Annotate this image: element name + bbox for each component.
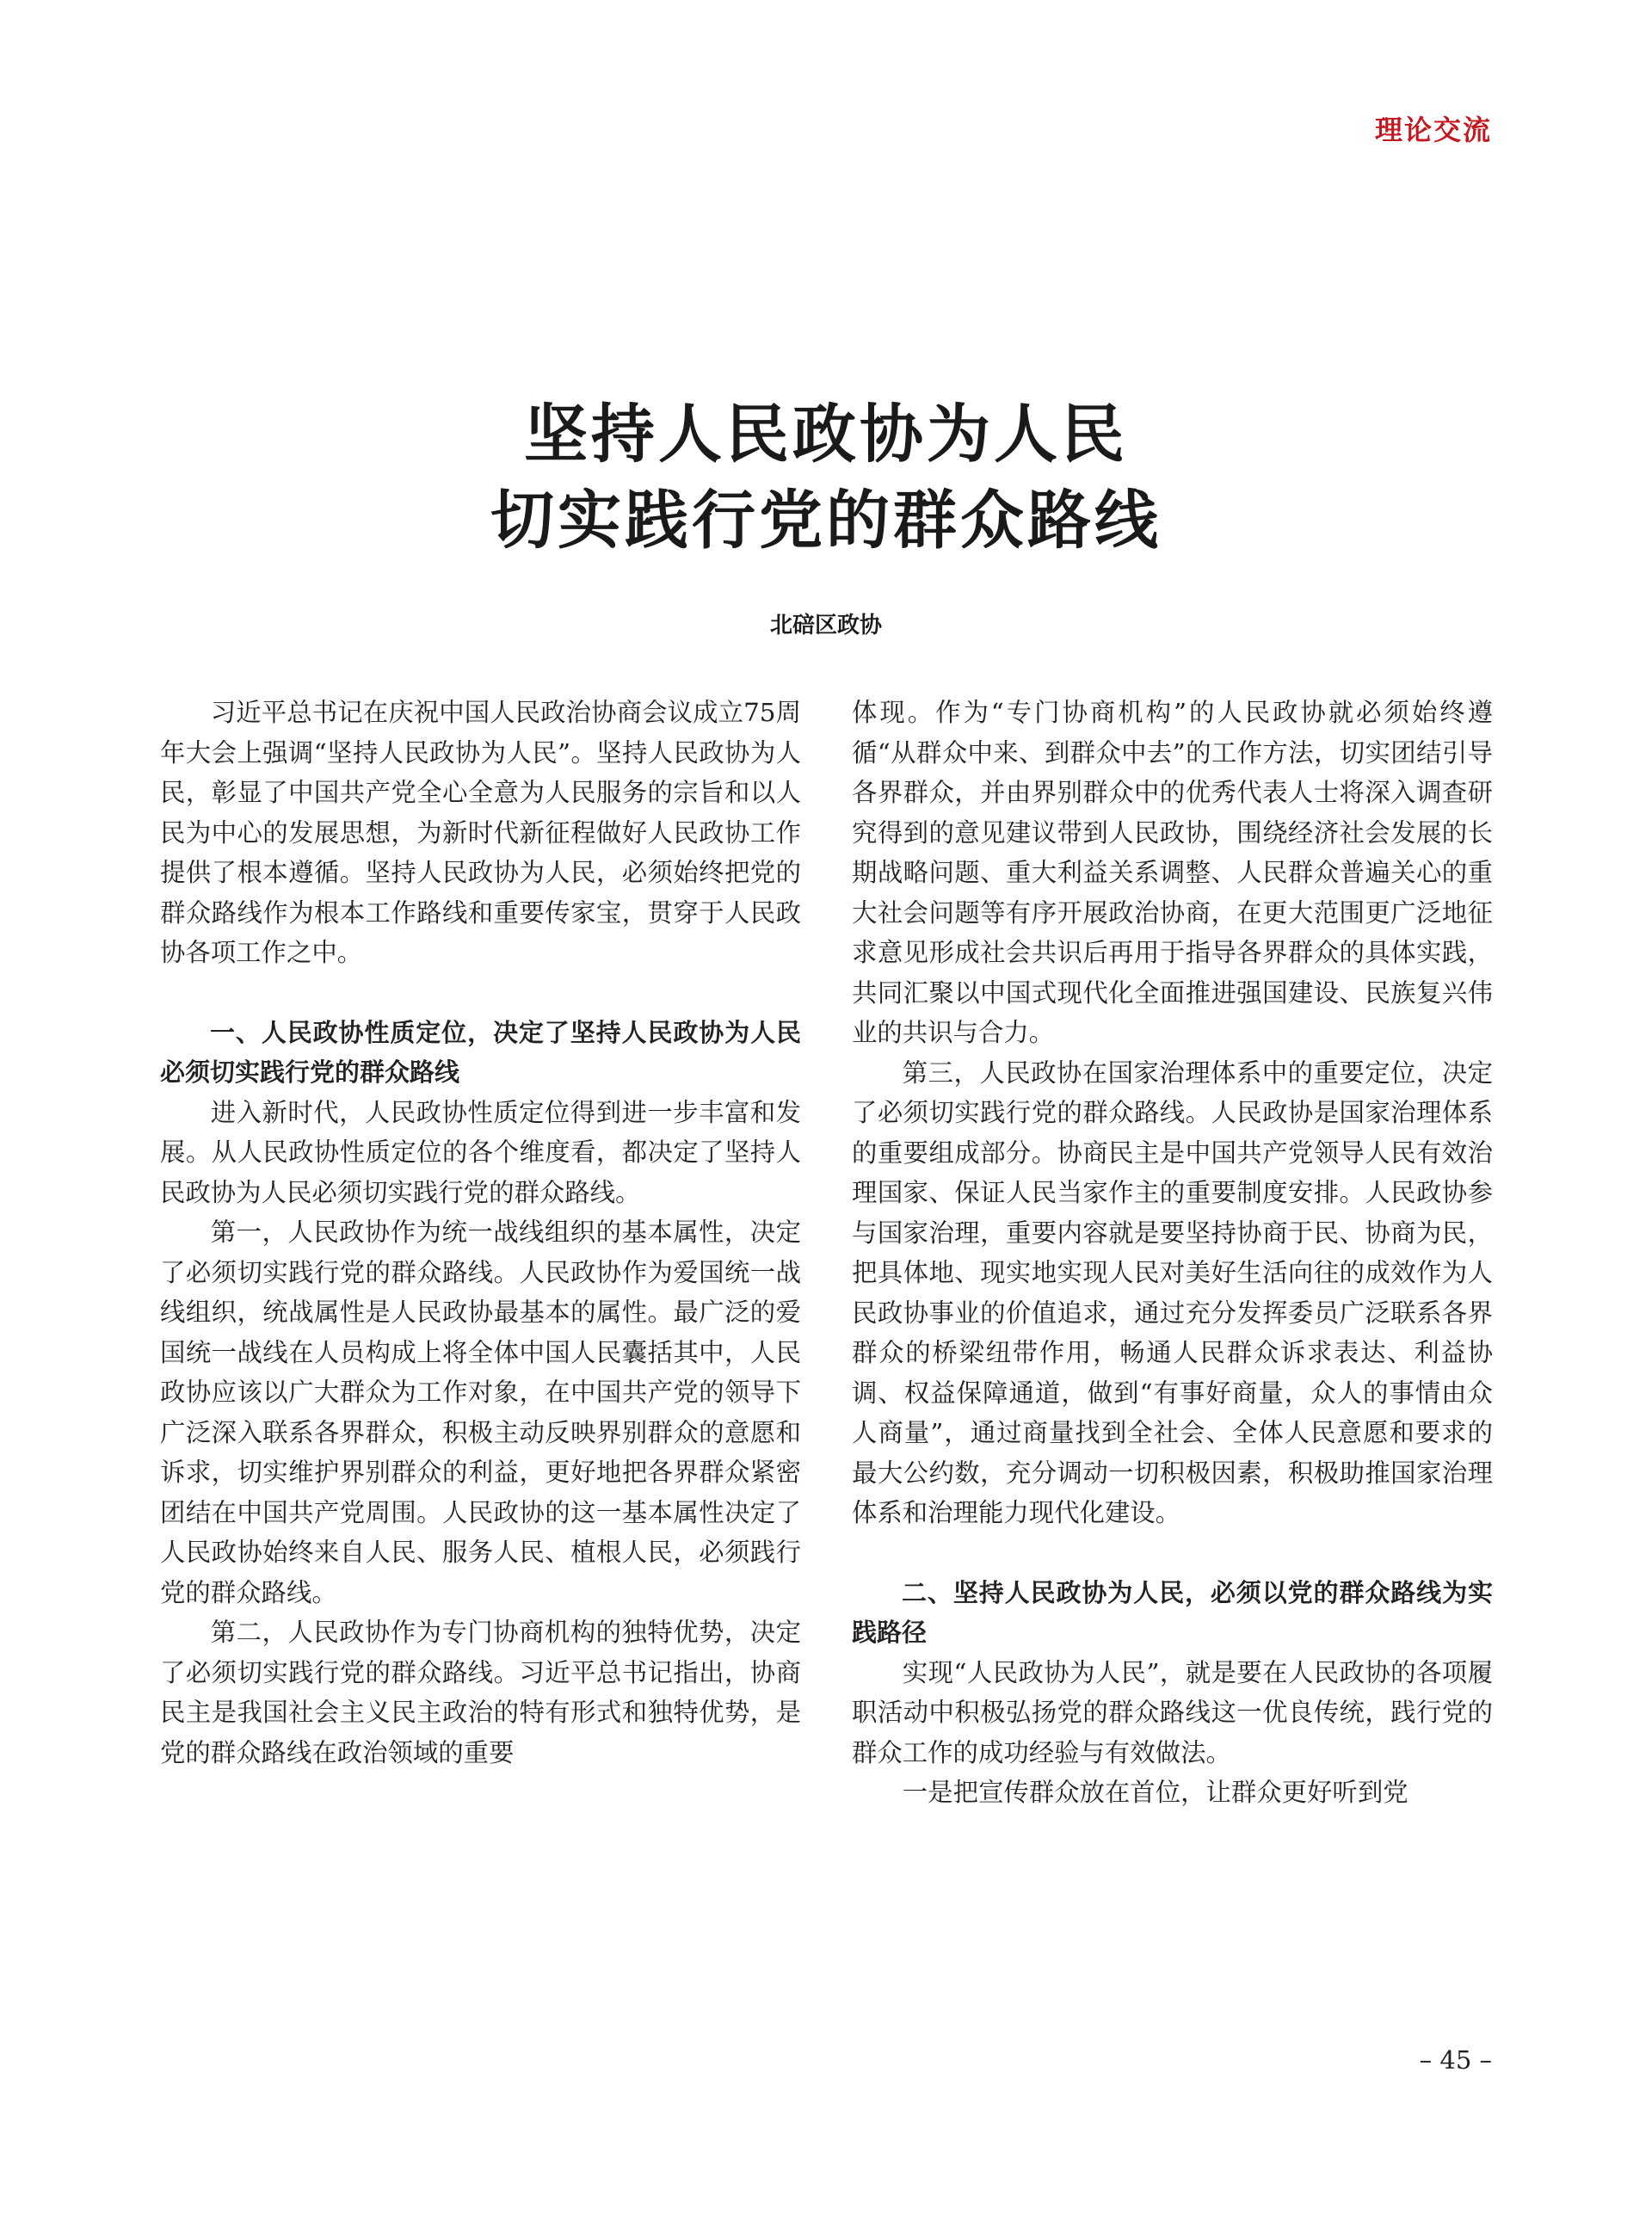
section-heading-2: 二、坚持人民政协为人民，必须以党的群众路线为实践路径 <box>852 1577 1493 1647</box>
article-author: 北碚区政协 <box>769 613 882 638</box>
paragraph-intro: 习近平总书记在庆祝中国人民政治协商会议成立75周年大会上强调“坚持人民政协为人民”。坚持人民政协为人民，彰显了中国共产党全心全意为人民服务的宗旨和以人民为中心的发展思想，为新时代新征程做好人民政协工作提供了根本遵循。坚持人民政协为人民，必须始终把党的群众路线作为根本工作路线和重要传家宝，贯穿于人民政协各项工作之中。 <box>160 698 801 967</box>
paragraph-continued: 体现。作为“专门协商机构”的人民政协就必须始终遵循“从群众中来、到群众中去”的工作方法，切实团结引导各界群众，并由界别群众中的优秀代表人士将深入调查研究得到的意见建议带到人民政协，围绕经济社会发展的长期战略问题、重大利益关系调整、人民群众普遍关心的重大社会问题等有序开展政治协商，在更大范围更广泛地征求意见形成社会共识后再用于指导各界群众的具体实践，共同汇聚以中国式现代化全面推进强国建设、民族复兴伟业的共识与合力。 <box>852 698 1493 1047</box>
article-title <box>0 392 1652 564</box>
paragraph: 第一，人民政协作为统一战线组织的基本属性，决定了必须切实践行党的群众路线。人民政协作为爱国统一战线组织，统战属性是人民政协最基本的属性。最广泛的爱国统一战线在人员构成上将全体中国人民囊括其中，人民政协应该以广大群众为工作对象，在中国共产党的领导下广泛深入联系各界群众，积极主动反映界别群众的意愿和诉求，切实维护界别群众的利益，更好地把各界群众紧密团结在中国共产党周围。人民政协的这一基本属性决定了人民政协始终来自人民、服务人民、植根人民，必须践行党的群众路线。 <box>160 1218 801 1607</box>
paragraph: 第三，人民政协在国家治理体系中的重要定位，决定了必须切实践行党的群众路线。人民政协是国家治理体系的重要组成部分。协商民主是中国共产党领导人民有效治理国家、保证人民当家作主的重要制度安排。人民政协参与国家治理，重要内容就是要坚持协商于民、协商为民，把具体地、现实地实现人民对美好生活向往的成效作为人民政协事业的价值追求，通过充分发挥委员广泛联系各界群众的桥梁纽带作用，畅通人民群众诉求表达、利益协调、权益保障通道，做到“有事好商量，众人的事情由众人商量”，通过商量找到全社会、全体人民意愿和要求的最大公约数，充分调动一切积极因素，积极助推国家治理体系和治理能力现代化建设。 <box>852 1058 1493 1527</box>
section-label: 理论交流 <box>1374 114 1492 146</box>
section-spacer <box>852 1533 1493 1573</box>
paragraph: 第二，人民政协作为专门协商机构的独特优势，决定了必须切实践行党的群众路线。习近平总书记指出，协商民主是我国社会主义民主政治的特有形式和独特优势，是党的群众路线在政治领域的重要 <box>160 1618 801 1767</box>
article-title-line-2: 切实践行党的群众路线 <box>490 484 1162 558</box>
page-number: – 45 – <box>1419 2045 1492 2075</box>
section-heading-1: 一、人民政协性质定位，决定了坚持人民政协为人民必须切实践行党的群众路线 <box>160 1017 801 1087</box>
left-column <box>160 693 801 1773</box>
paragraph: 一是把宣传群众放在首位，让群众更好听到党 <box>902 1778 1409 1807</box>
article-title-line-1: 坚持人民政协为人民 <box>524 398 1128 472</box>
section-spacer <box>160 973 801 1013</box>
paragraph: 进入新时代，人民政协性质定位得到进一步丰富和发展。从人民政协性质定位的各个维度看，都决定了坚持人民政协为人民必须切实践行党的群众路线。 <box>160 1097 801 1207</box>
paragraph: 实现“人民政协为人民”，就是要在人民政协的各项履职活动中积极弘扬党的群众路线这一优良传统，践行党的群众工作的成功经验与有效做法。 <box>852 1657 1493 1767</box>
right-column <box>852 693 1493 1813</box>
